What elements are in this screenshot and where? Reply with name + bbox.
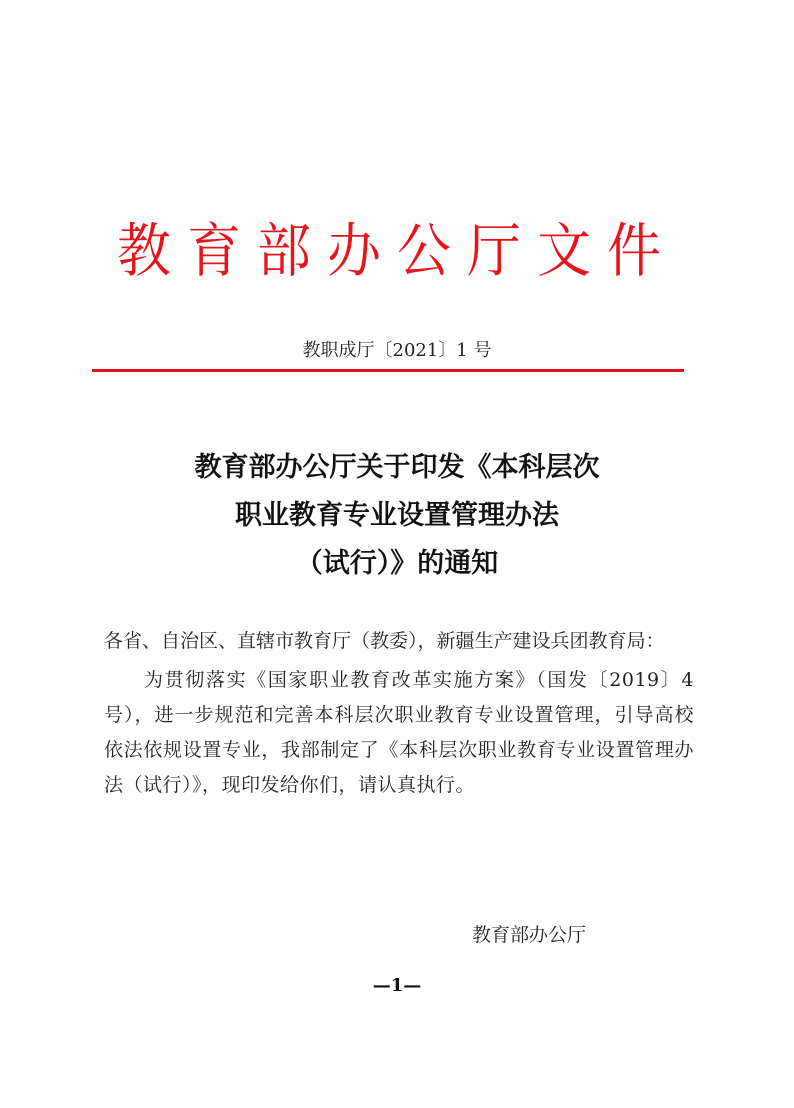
notice-title	[0, 444, 794, 588]
signature-issuer: 教育部办公厅	[472, 924, 587, 946]
notice-body-paragraph: 为贯彻落实《国家职业教育改革实施方案》（国发〔2019〕4号），进一步规范和完善本科层次职业教育专业设置管理，引导高校依法依规设置专业，我部制定了《本科层次职业教育专业设置管理办法（试行）》，现印发给你们，请认真执行。	[104, 669, 694, 796]
page-number: —1—	[372, 975, 422, 996]
notice-title-line-3: （试行）》的通知	[295, 548, 499, 579]
red-divider-line	[92, 369, 684, 372]
addressee-line: 各省、自治区、直辖市教育厅（教委），新疆生产建设兵团教育局：	[104, 630, 665, 652]
document-issuer-title: 教育部办公厅文件	[117, 216, 677, 285]
notice-title-line-1: 教育部办公厅关于印发《本科层次	[194, 452, 600, 483]
document-number: 教职成厅〔2021〕1 号	[302, 340, 492, 361]
notice-title-line-2: 职业教育专业设置管理办法	[235, 500, 559, 531]
